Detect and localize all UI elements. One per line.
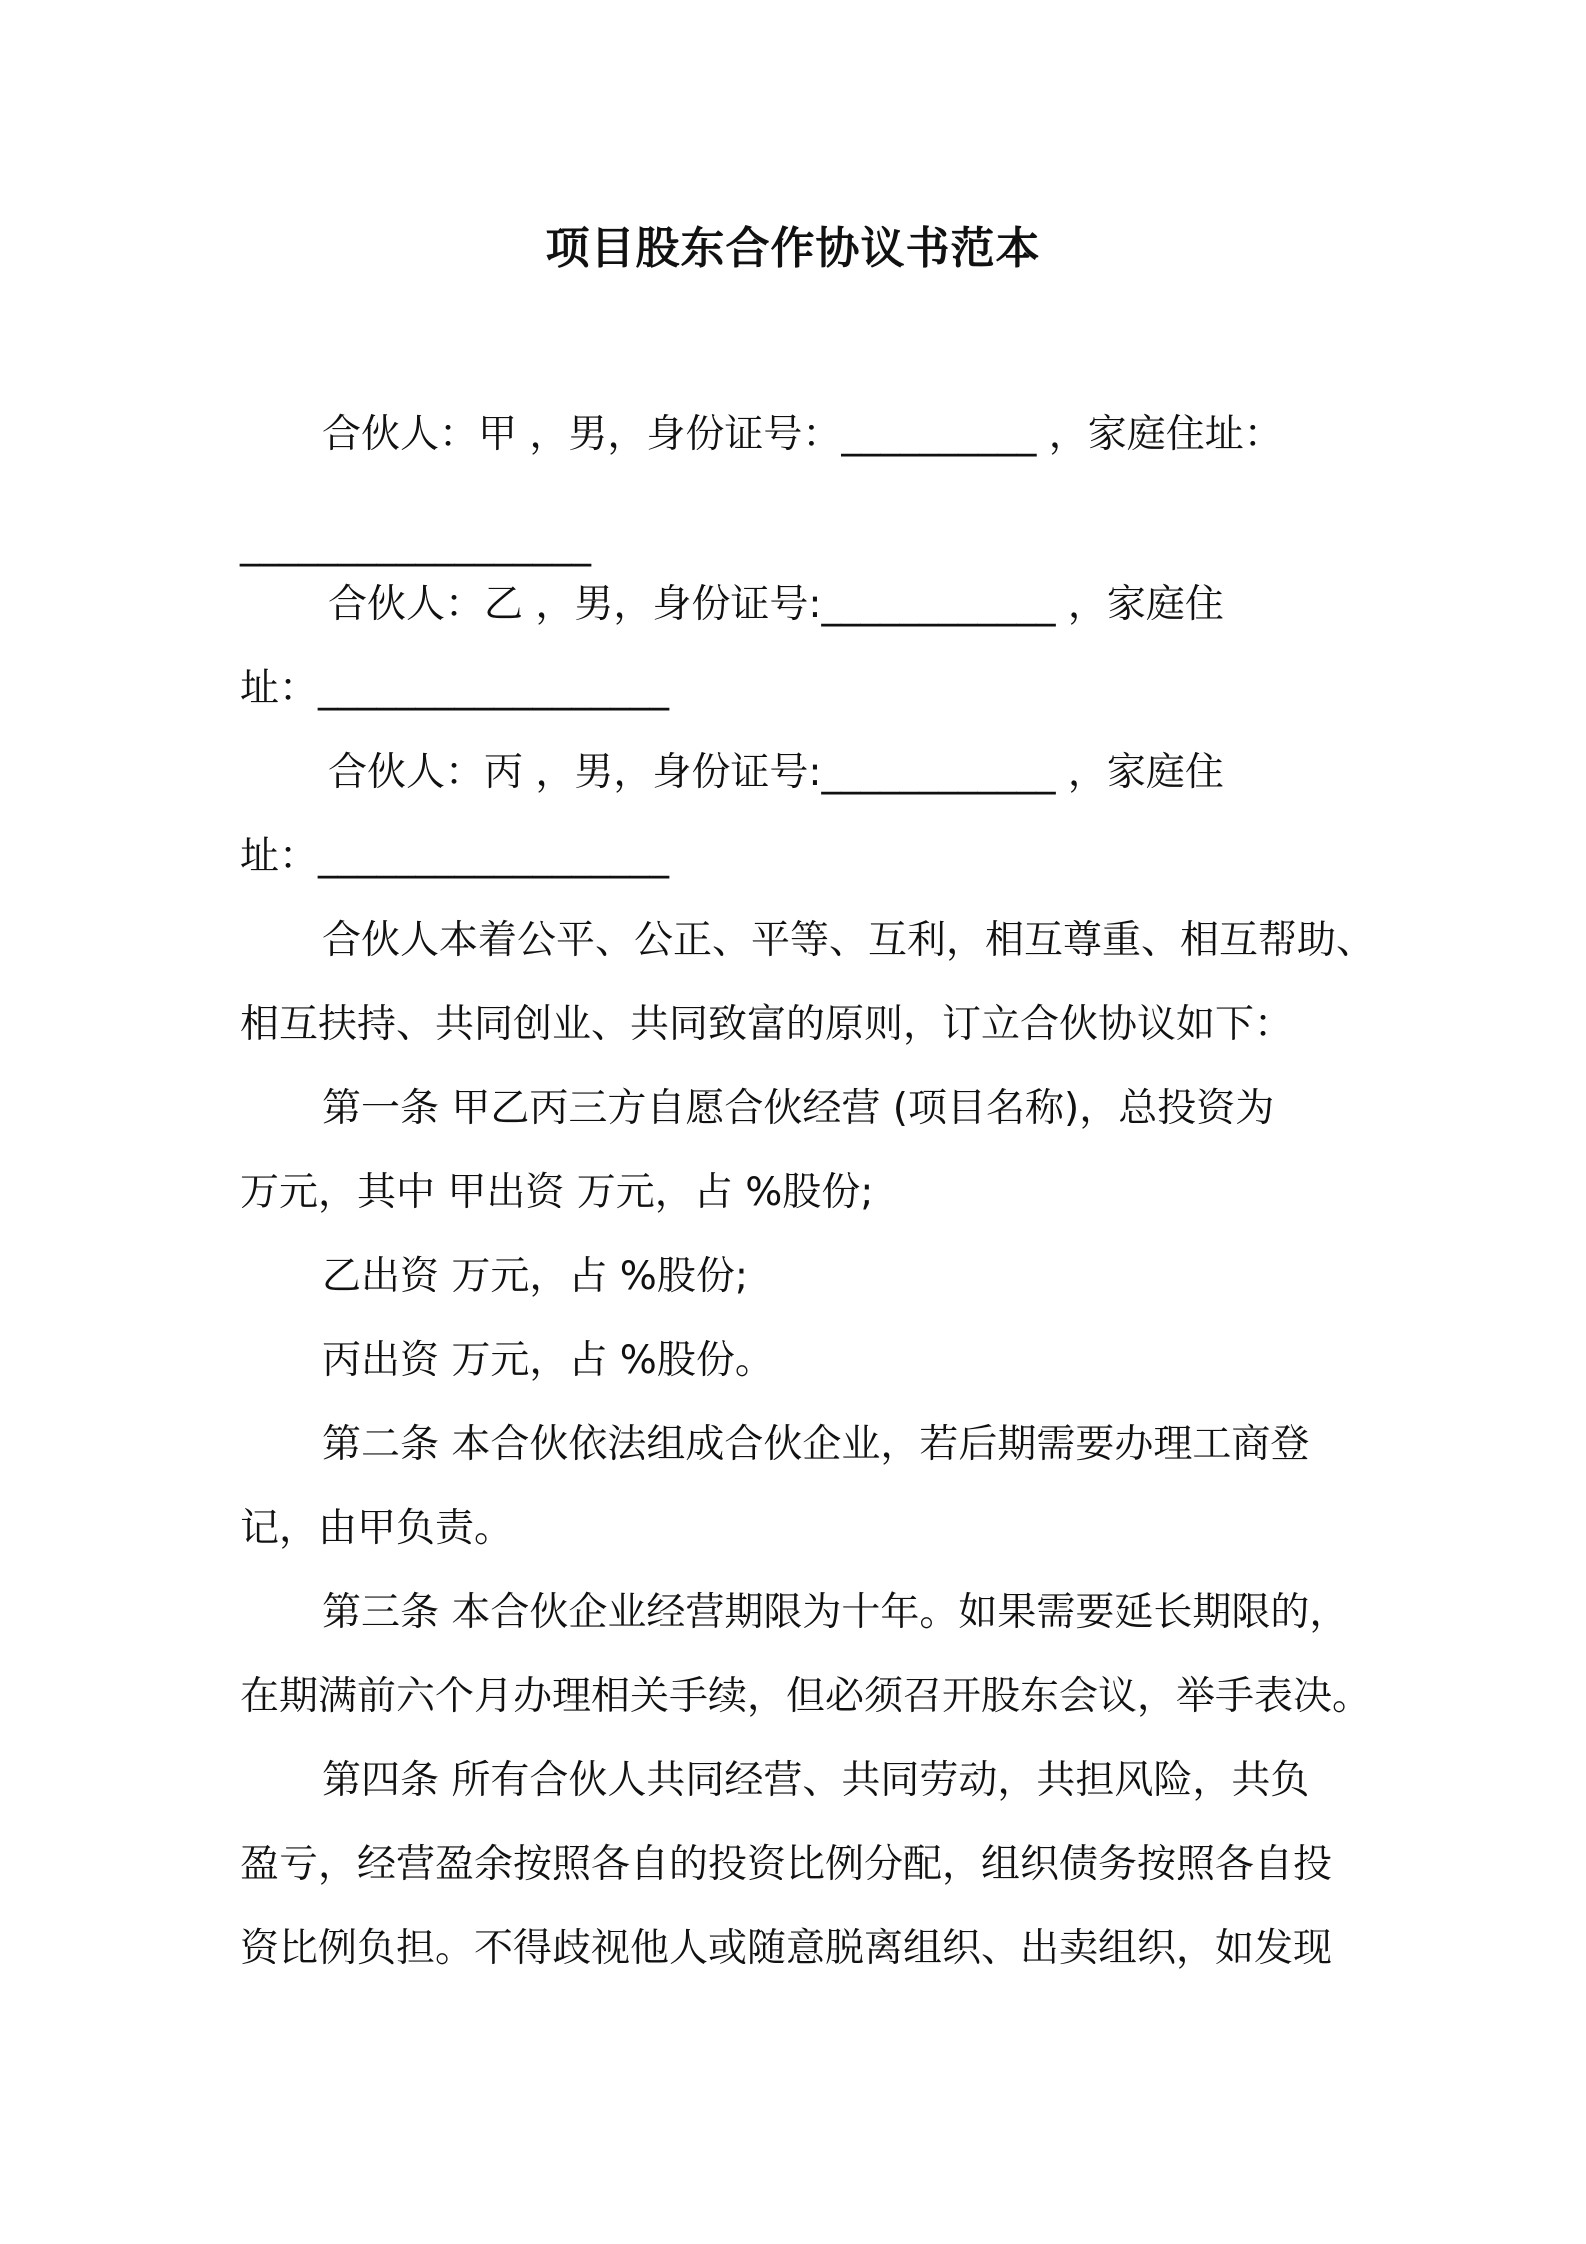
partner-b-address-line: 址：__________________ bbox=[240, 666, 670, 711]
article-1-line-4: 丙出资 万元，占 %股份。 bbox=[322, 1338, 774, 1383]
document-title: 项目股东合作协议书范本 bbox=[545, 223, 1041, 274]
article-4-line-2: 盈亏，经营盈余按照各自的投资比例分配，组织债务按照各自投 bbox=[240, 1842, 1333, 1887]
partner-c-address-line: 址：__________________ bbox=[240, 834, 670, 879]
article-3-line-2: 在期满前六个月办理相关手续，但必须召开股东会议，举手表决。 bbox=[240, 1674, 1372, 1719]
article-2-line-2: 记，由甲负责。 bbox=[240, 1506, 514, 1551]
partner-a-address-line: __________________ bbox=[240, 522, 591, 567]
article-4-line-1: 第四条 所有合伙人共同经营、共同劳动，共担风险，共负 bbox=[322, 1758, 1310, 1803]
partner-b-line: 合伙人：乙 ，男，身份证号:____________ ，家庭住 bbox=[328, 582, 1224, 627]
article-2-line-1: 第二条 本合伙依法组成合伙企业，若后期需要办理工商登 bbox=[322, 1422, 1310, 1467]
partner-a-line: 合伙人：甲 ，男，身份证号：__________ ，家庭住址： bbox=[322, 412, 1283, 457]
article-4-line-3: 资比例负担。不得歧视他人或随意脱离组织、出卖组织，如发现 bbox=[240, 1926, 1333, 1971]
article-1-line-3: 乙出资 万元，占 %股份; bbox=[322, 1254, 748, 1299]
article-1-line-2: 万元，其中 甲出资 万元，占 %股份; bbox=[240, 1170, 874, 1215]
article-1-line-1: 第一条 甲乙丙三方自愿合伙经营 (项目名称)，总投资为 bbox=[322, 1086, 1275, 1131]
article-3-line-1: 第三条 本合伙企业经营期限为十年。如果需要延长期限的， bbox=[322, 1590, 1349, 1635]
preamble-line-2: 相互扶持、共同创业、共同致富的原则，订立合伙协议如下： bbox=[240, 1002, 1294, 1047]
partner-c-line: 合伙人：丙 ，男，身份证号:____________ ，家庭住 bbox=[328, 750, 1224, 795]
preamble-line-1: 合伙人本着公平、公正、平等、互利，相互尊重、相互帮助、 bbox=[322, 918, 1376, 963]
